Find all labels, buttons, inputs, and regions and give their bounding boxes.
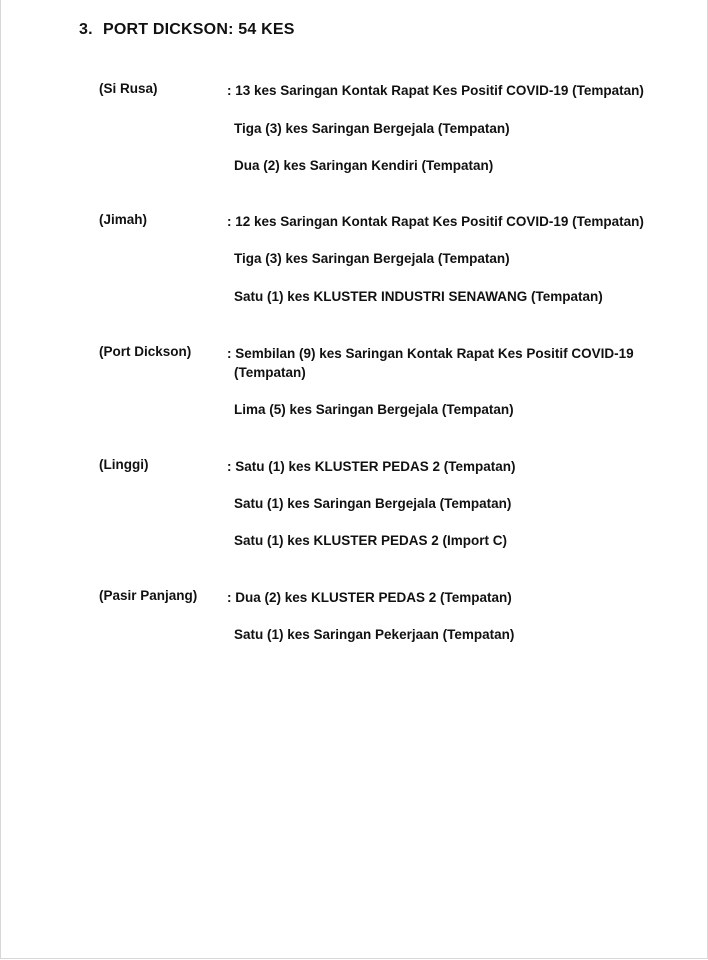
case-entry: Satu (1) kes Saringan Bergejala (Tempatan) <box>234 496 512 511</box>
case-entry: : Satu (1) kes KLUSTER PEDAS 2 (Tempatan) <box>227 459 516 474</box>
case-entry: : 12 kes Saringan Kontak Rapat Kes Positif COVID-19 (Tempatan) <box>227 214 644 229</box>
area-name: (Pasir Panjang) <box>99 588 198 603</box>
case-entry: Satu (1) kes KLUSTER PEDAS 2 (Import C) <box>234 533 508 548</box>
case-entry: Satu (1) kes KLUSTER INDUSTRI SENAWANG (Tempatan) <box>234 289 603 304</box>
section-heading <box>79 21 295 39</box>
area-name: (Port Dickson) <box>99 344 192 359</box>
case-entry: : 13 kes Saringan Kontak Rapat Kes Positif COVID-19 (Tempatan) <box>227 83 644 98</box>
case-entry: Satu (1) kes Saringan Pekerjaan (Tempatan) <box>234 627 515 642</box>
section-number: 3. <box>79 21 93 38</box>
case-entry: : Sembilan (9) kes Saringan Kontak Rapat Kes Positif COVID-19 (Tempatan) <box>227 346 634 380</box>
case-entry: : Dua (2) kes KLUSTER PEDAS 2 (Tempatan) <box>227 590 512 605</box>
case-entry: Tiga (3) kes Saringan Bergejala (Tempatan) <box>234 251 510 266</box>
case-entry: Tiga (3) kes Saringan Bergejala (Tempatan) <box>234 121 510 136</box>
case-entry: Dua (2) kes Saringan Kendiri (Tempatan) <box>234 158 494 173</box>
area-name: (Linggi) <box>99 457 149 472</box>
section-title: PORT DICKSON: 54 KES <box>103 21 295 38</box>
area-name: (Jimah) <box>99 212 148 227</box>
area-name: (Si Rusa) <box>99 81 158 96</box>
case-entry: Lima (5) kes Saringan Bergejala (Tempatan) <box>234 402 514 417</box>
